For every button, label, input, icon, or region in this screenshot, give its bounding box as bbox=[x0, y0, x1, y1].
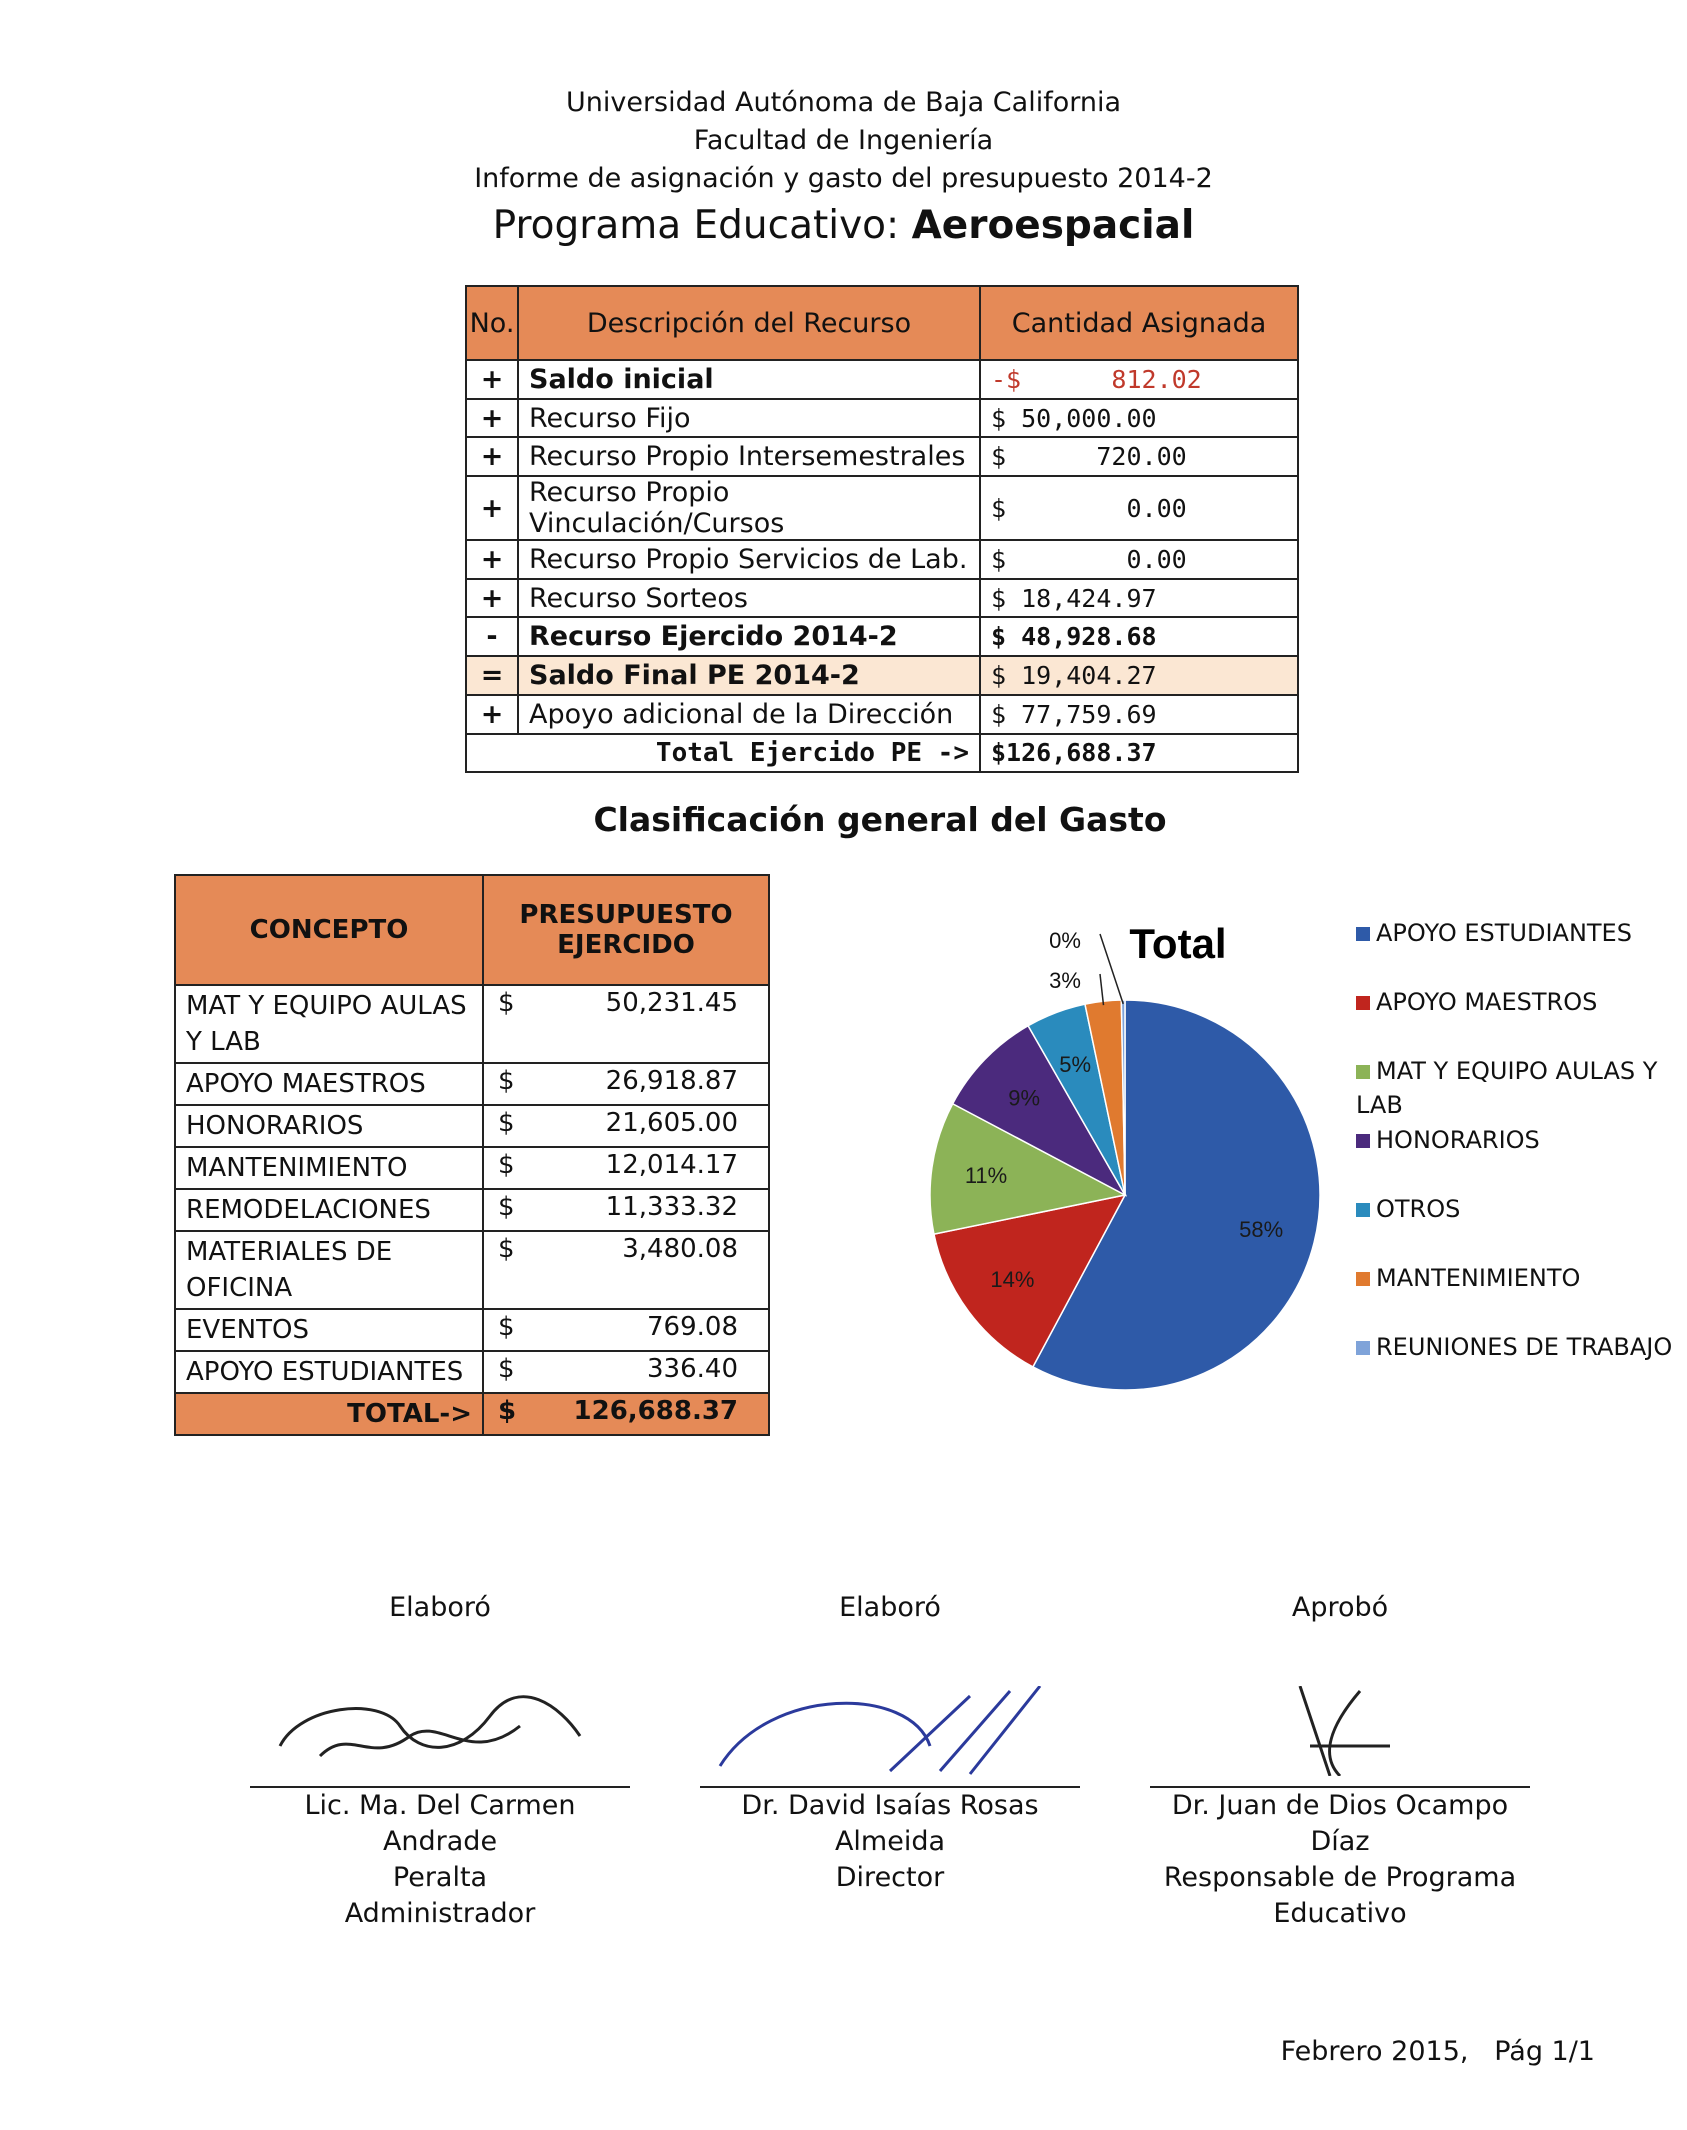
resource-row bbox=[466, 540, 1298, 579]
signature-block-approver bbox=[1150, 1590, 1530, 1932]
expense-amount-cell bbox=[483, 1063, 769, 1105]
row-amount: $ 720.00 bbox=[980, 437, 1298, 476]
expense-amount-cell bbox=[483, 1105, 769, 1147]
signature-block-director bbox=[700, 1590, 1080, 1896]
expense-row bbox=[175, 1105, 769, 1147]
expense-total-row bbox=[175, 1393, 769, 1435]
header-description: Descripción del Recurso bbox=[518, 286, 980, 360]
expense-table bbox=[174, 874, 770, 1436]
row-description: Recurso Ejercido 2014-2 bbox=[518, 617, 980, 656]
currency-symbol: $ bbox=[498, 1396, 517, 1426]
row-amount: $ 0.00 bbox=[980, 540, 1298, 579]
row-description: Saldo inicial bbox=[518, 360, 980, 399]
row-amount: $ 19,404.27 bbox=[980, 656, 1298, 695]
legend-label: HONORARIOS bbox=[1376, 1126, 1540, 1154]
expense-concept: APOYO MAESTROS bbox=[175, 1063, 483, 1105]
signer-name: Lic. Ma. Del Carmen Andrade bbox=[304, 1790, 576, 1857]
row-amount: $ 18,424.97 bbox=[980, 579, 1298, 618]
expense-amount: 11,333.32 bbox=[605, 1192, 738, 1222]
expense-total-label: TOTAL-> bbox=[175, 1393, 483, 1435]
currency-symbol: $ bbox=[498, 1066, 515, 1096]
program-title bbox=[0, 200, 1687, 252]
row-description: Recurso Propio Intersemestrales bbox=[518, 437, 980, 476]
row-description: Saldo Final PE 2014-2 bbox=[518, 656, 980, 695]
program-label: Programa Educativo: bbox=[492, 203, 900, 248]
expense-amount: 50,231.45 bbox=[605, 988, 738, 1018]
expense-concept: EVENTOS bbox=[175, 1309, 483, 1351]
expense-row bbox=[175, 1309, 769, 1351]
legend-swatch bbox=[1356, 1272, 1370, 1286]
resource-row bbox=[466, 437, 1298, 476]
report-title: Informe de asignación y gasto del presupuesto 2014-2 bbox=[474, 163, 1213, 194]
pie-label: 5% bbox=[1059, 1051, 1092, 1077]
expense-row bbox=[175, 985, 769, 1063]
legend-item bbox=[1356, 916, 1676, 950]
pie-label: 0% bbox=[1049, 928, 1081, 953]
expense-row bbox=[175, 1147, 769, 1189]
legend-item bbox=[1356, 1261, 1676, 1295]
expense-concept: MATERIALES DE OFICINA bbox=[175, 1231, 483, 1309]
currency-symbol: $ bbox=[498, 1354, 515, 1384]
pie-label: 3% bbox=[1049, 968, 1081, 993]
currency-symbol: $ bbox=[498, 1234, 515, 1264]
row-symbol: = bbox=[466, 656, 518, 695]
expense-amount: 26,918.87 bbox=[605, 1066, 738, 1096]
expense-row bbox=[175, 1189, 769, 1231]
expense-amount: 12,014.17 bbox=[605, 1150, 738, 1180]
legend-swatch bbox=[1356, 927, 1370, 941]
signer-title-cont: Educativo bbox=[1273, 1898, 1407, 1929]
legend-item bbox=[1356, 985, 1676, 1019]
pie-leader-line bbox=[1100, 934, 1123, 1004]
legend-label: MAT Y EQUIPO AULAS Y LAB bbox=[1356, 1057, 1658, 1119]
expense-amount-cell bbox=[483, 1189, 769, 1231]
row-description: Apoyo adicional de la Dirección bbox=[518, 695, 980, 734]
row-symbol: + bbox=[466, 695, 518, 734]
signature-scribble bbox=[1160, 1686, 1520, 1776]
expense-row bbox=[175, 1063, 769, 1105]
document-header bbox=[0, 84, 1687, 252]
expense-concept: APOYO ESTUDIANTES bbox=[175, 1351, 483, 1393]
faculty-name: Facultad de Ingeniería bbox=[693, 125, 994, 156]
chart-title: Total bbox=[1129, 920, 1227, 967]
total-amount: $126,688.37 bbox=[980, 734, 1298, 773]
row-symbol: + bbox=[466, 437, 518, 476]
legend-label: REUNIONES DE TRABAJO bbox=[1376, 1333, 1673, 1361]
row-symbol: + bbox=[466, 579, 518, 618]
pie-chart bbox=[900, 900, 1340, 1420]
currency-symbol: $ bbox=[498, 1312, 515, 1342]
row-amount: $ 0.00 bbox=[980, 476, 1298, 540]
signer-name: Dr. Juan de Dios Ocampo Díaz bbox=[1171, 1790, 1509, 1857]
resource-row bbox=[466, 579, 1298, 618]
legend-swatch bbox=[1356, 1065, 1370, 1079]
resource-row bbox=[466, 695, 1298, 734]
expense-amount-cell bbox=[483, 1147, 769, 1189]
signature-role: Aprobó bbox=[1291, 1592, 1389, 1623]
header-no: No. bbox=[466, 286, 518, 360]
row-symbol: + bbox=[466, 399, 518, 438]
signature-role: Elaboró bbox=[389, 1592, 491, 1623]
expense-amount: 769.08 bbox=[647, 1312, 738, 1342]
legend-swatch bbox=[1356, 1341, 1370, 1355]
legend-label: OTROS bbox=[1376, 1195, 1461, 1223]
expense-amount-cell bbox=[483, 985, 769, 1063]
row-amount: $ 48,928.68 bbox=[980, 617, 1298, 656]
resources-header-row bbox=[466, 286, 1298, 360]
row-amount: $ 50,000.00 bbox=[980, 399, 1298, 438]
signature-block-admin bbox=[250, 1590, 630, 1932]
row-symbol: - bbox=[466, 617, 518, 656]
row-amount: $ 77,759.69 bbox=[980, 695, 1298, 734]
pie-label: 58% bbox=[1239, 1217, 1284, 1243]
resource-row-highlight bbox=[466, 656, 1298, 695]
expense-total-amount: 126,688.37 bbox=[573, 1396, 738, 1426]
legend-label: APOYO ESTUDIANTES bbox=[1376, 919, 1632, 947]
signer-title: Responsable de Programa bbox=[1163, 1862, 1517, 1893]
resource-row bbox=[466, 360, 1298, 399]
legend-swatch bbox=[1356, 1134, 1370, 1148]
expense-amount: 21,605.00 bbox=[605, 1108, 738, 1138]
pie-leader-line bbox=[1100, 974, 1103, 1005]
expense-amount-cell bbox=[483, 1309, 769, 1351]
program-name: Aeroespacial bbox=[911, 203, 1195, 248]
signature-scribble bbox=[710, 1686, 1070, 1776]
row-symbol: + bbox=[466, 360, 518, 399]
header-budget: PRESUPUESTO EJERCIDO bbox=[483, 875, 769, 985]
currency-symbol: $ bbox=[498, 1150, 515, 1180]
legend-label: APOYO MAESTROS bbox=[1376, 988, 1598, 1016]
row-amount: -$ 812.02 bbox=[980, 360, 1298, 399]
signer-name: Dr. David Isaías Rosas Almeida bbox=[741, 1790, 1039, 1857]
pie-label: 9% bbox=[1008, 1085, 1041, 1111]
pie-label: 11% bbox=[964, 1163, 1008, 1189]
expense-amount: 3,480.08 bbox=[622, 1234, 738, 1264]
row-description: Recurso Sorteos bbox=[518, 579, 980, 618]
expense-concept: MANTENIMIENTO bbox=[175, 1147, 483, 1189]
resources-table bbox=[465, 285, 1299, 773]
expense-concept: HONORARIOS bbox=[175, 1105, 483, 1147]
row-symbol: + bbox=[466, 476, 518, 540]
legend-item bbox=[1356, 1330, 1676, 1364]
currency-symbol: $ bbox=[498, 988, 515, 1018]
signature-role: Elaboró bbox=[839, 1592, 941, 1623]
legend-swatch bbox=[1356, 996, 1370, 1010]
expense-concept: REMODELACIONES bbox=[175, 1189, 483, 1231]
row-description: Recurso Propio Vinculación/Cursos bbox=[518, 476, 980, 540]
university-name: Universidad Autónoma de Baja California bbox=[565, 87, 1122, 118]
row-description: Recurso Propio Servicios de Lab. bbox=[518, 540, 980, 579]
currency-symbol: $ bbox=[498, 1192, 515, 1222]
legend-item bbox=[1356, 1123, 1676, 1157]
expense-total-cell bbox=[483, 1393, 769, 1435]
resource-row bbox=[466, 476, 1298, 540]
legend-swatch bbox=[1356, 1203, 1370, 1217]
legend-item bbox=[1356, 1192, 1676, 1226]
legend-item bbox=[1356, 1054, 1676, 1122]
signer-name-cont: Peralta bbox=[392, 1862, 488, 1893]
resource-row bbox=[466, 399, 1298, 438]
header-amount: Cantidad Asignada bbox=[980, 286, 1298, 360]
expense-concept: MAT Y EQUIPO AULAS Y LAB bbox=[175, 985, 483, 1063]
row-symbol: + bbox=[466, 540, 518, 579]
expense-row bbox=[175, 1351, 769, 1393]
expense-header-row bbox=[175, 875, 769, 985]
row-description: Recurso Fijo bbox=[518, 399, 980, 438]
footer-date-page: Febrero 2015, Pág 1/1 bbox=[1280, 2036, 1595, 2067]
header-concept: CONCEPTO bbox=[175, 875, 483, 985]
total-label: Total Ejercido PE -> bbox=[466, 734, 980, 773]
section-title: Clasificación general del Gasto bbox=[593, 800, 1167, 839]
resources-total-row bbox=[466, 734, 1298, 773]
expense-amount: 336.40 bbox=[647, 1354, 738, 1384]
legend-label: MANTENIMIENTO bbox=[1376, 1264, 1581, 1292]
resource-row bbox=[466, 617, 1298, 656]
pie-label: 14% bbox=[990, 1266, 1035, 1292]
expense-amount-cell bbox=[483, 1231, 769, 1309]
signer-title: Director bbox=[835, 1862, 945, 1893]
currency-symbol: $ bbox=[498, 1108, 515, 1138]
signature-scribble bbox=[260, 1686, 620, 1776]
pie-slices bbox=[930, 1000, 1320, 1390]
signer-title: Administrador bbox=[344, 1898, 536, 1929]
expense-row bbox=[175, 1231, 769, 1309]
expense-amount-cell bbox=[483, 1351, 769, 1393]
